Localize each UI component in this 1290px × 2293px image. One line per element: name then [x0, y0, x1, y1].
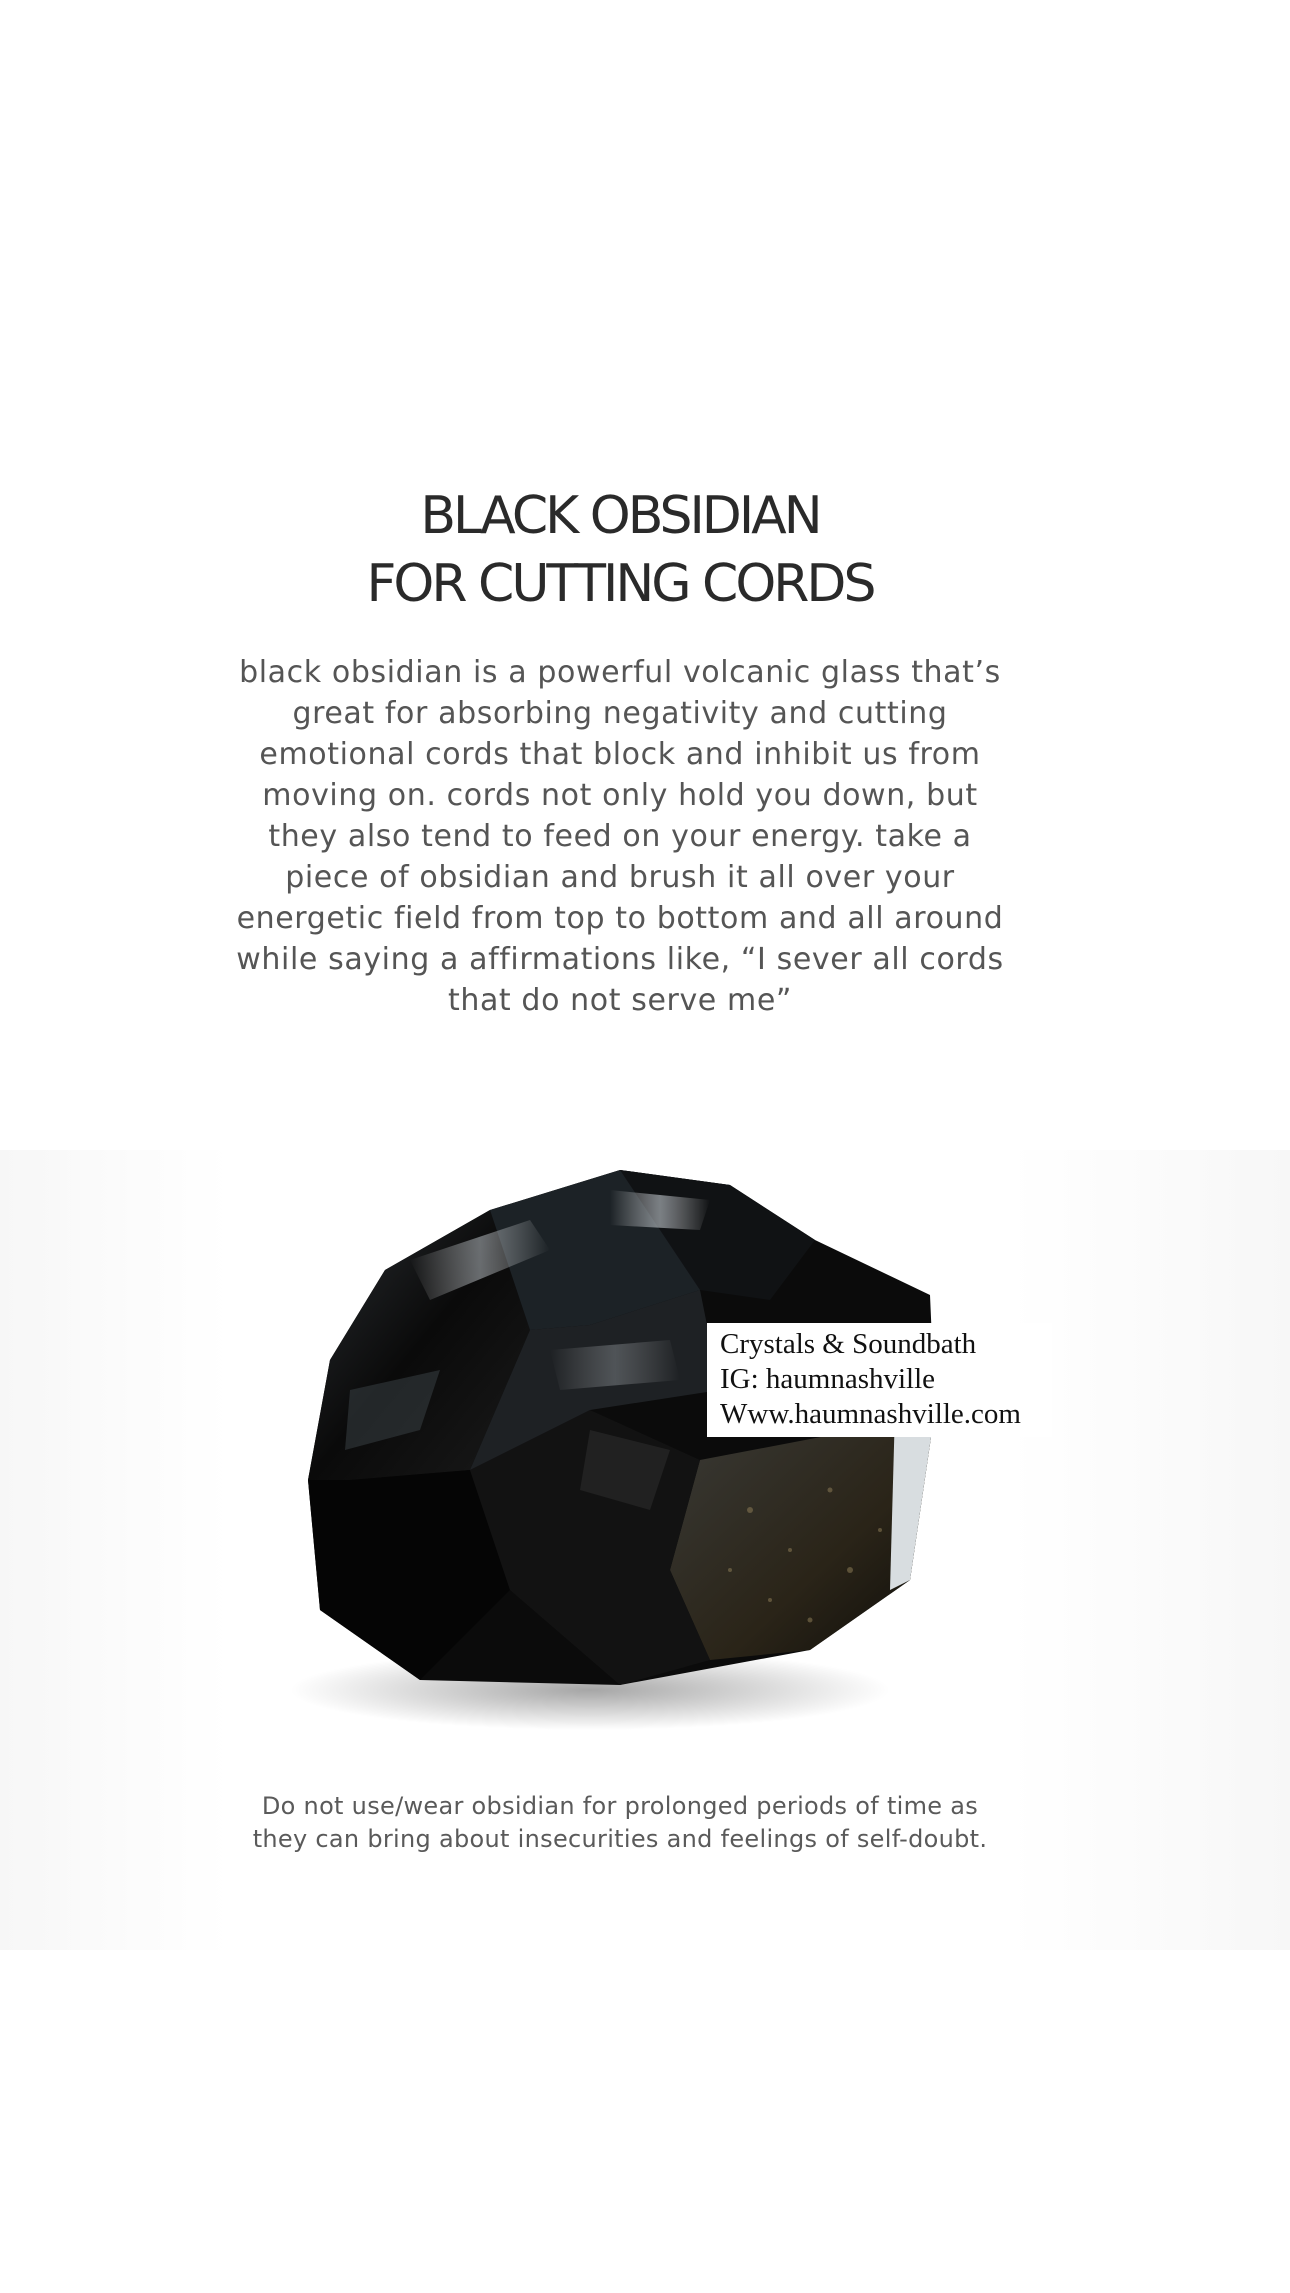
obsidian-stone-image	[290, 1150, 940, 1750]
warning-text: Do not use/wear obsidian for prolonged periods of time as they can bring about insecurities and feelings of self-doubt.	[252, 1792, 988, 1853]
watermark-line-2: IG: haumnashville	[720, 1363, 936, 1395]
watermark-line-3: Www.haumnashville.com	[720, 1398, 1021, 1430]
watermark-line-1: Crystals & Soundbath	[720, 1328, 977, 1360]
title-line-2: FOR CUTTING CORDS	[366, 554, 874, 614]
watermark-label	[707, 1323, 1052, 1437]
page-title	[0, 482, 1240, 618]
title-line-1: BLACK OBSIDIAN	[420, 486, 820, 546]
description-text: black obsidian is a powerful volcanic glass that’s great for absorbing negativity and cutting emotional cords that block and inhibit us from moving on. cords not only hold you down, but they also tend to feed on your energy. take a piece of obsidian and brush it all over your energetic field from top to bottom and all around while saying a affirmations like, “I sever all cords that do not serve me”	[236, 655, 1004, 1018]
